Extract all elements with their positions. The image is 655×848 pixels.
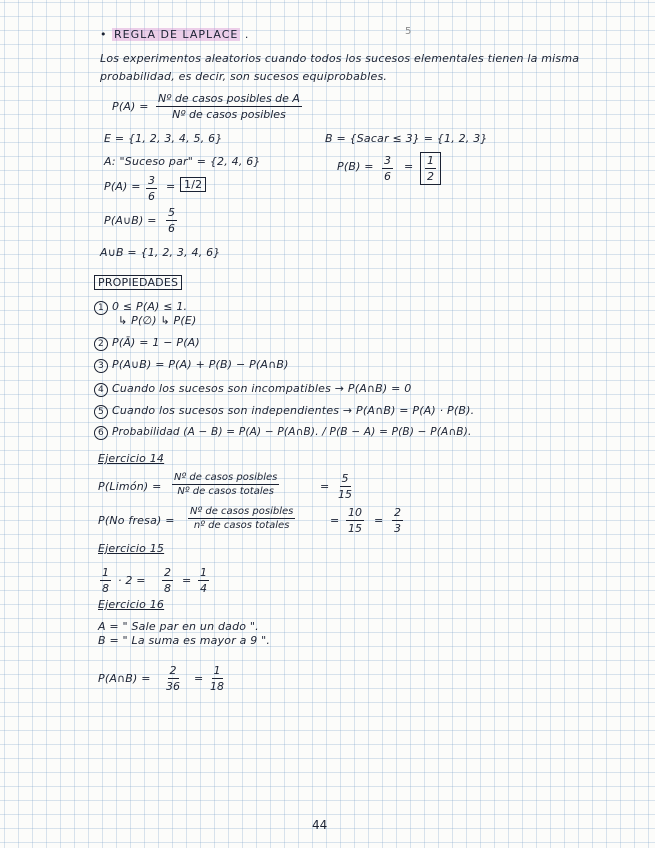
- intro-line-1: Los experimentos aleatorios cuando todos los sucesos elementales tienen la misma: [100, 52, 580, 65]
- prop-4: [94, 382, 411, 397]
- ex15-c-num: 1: [200, 566, 207, 579]
- ex14-r2-rnum: 10: [348, 506, 362, 519]
- prop-3-text: P(A∪B) = P(A) + P(B) − P(A∩B): [112, 358, 289, 371]
- prop-1-text: 0 ≤ P(A) ≤ 1.: [112, 300, 188, 313]
- laplace-fraction: [156, 92, 302, 121]
- pa-eq: =: [166, 180, 176, 193]
- ex16-num: 2: [169, 664, 177, 677]
- laplace-num: Nº de casos posibles de A: [158, 92, 300, 105]
- ex16-eq: =: [194, 672, 204, 685]
- pb-fraction: [382, 154, 393, 183]
- ex16-rnum: 1: [213, 664, 221, 677]
- ex14-r2-fnum: 2: [394, 506, 401, 519]
- pb-num: 3: [384, 154, 391, 167]
- pa-boxed: [180, 178, 206, 191]
- ex15-a-den: 8: [102, 582, 109, 595]
- ex16-line-a: A = " Sale par en un dado ".: [98, 620, 259, 633]
- ex15-frac-b: [162, 566, 173, 595]
- ex15-b-num: 2: [164, 566, 171, 579]
- aub-set: A∪B = {1, 2, 3, 4, 6}: [100, 246, 221, 259]
- ex14-r2-result: [346, 506, 364, 535]
- props-heading: [94, 276, 182, 289]
- ex16-lhs: P(A∩B) =: [98, 672, 151, 685]
- pb-box-num: 1: [427, 154, 434, 167]
- ex16-line-b: B = " La suma es mayor a 9 ".: [98, 634, 271, 647]
- page-title: • REGLA DE LAPLACE .: [100, 28, 250, 41]
- paub-num: 5: [168, 206, 175, 219]
- prop-3: [94, 358, 289, 373]
- ex16-den: 36: [166, 680, 180, 693]
- paub-fraction: [166, 206, 177, 235]
- ex14-heading: Ejercicio 14: [98, 452, 165, 465]
- paub-lhs: P(A∪B) =: [104, 214, 157, 227]
- ex14-r1-rnum: 5: [341, 472, 349, 485]
- ex15-b-den: 8: [164, 582, 171, 595]
- ex14-r2-fden: 3: [394, 522, 401, 535]
- event-b: B = {Sacar ≤ 3} = {1, 2, 3}: [325, 132, 488, 145]
- intro-line-2: probabilidad, es decir, son sucesos equiprobables.: [100, 70, 388, 83]
- laplace-lhs: P(A) =: [112, 100, 149, 113]
- ex14-r1-lhs: P(Limón) =: [98, 480, 162, 493]
- paub-den: 6: [168, 222, 175, 235]
- prop-6: [94, 426, 472, 440]
- ex14-r2-eq: =: [330, 514, 340, 527]
- props-heading-text: PROPIEDADES: [94, 275, 182, 290]
- pb-boxed-fraction: [420, 152, 441, 185]
- prop-3-number: 3: [94, 359, 108, 373]
- prop-5-text: Cuando los sucesos son independientes → P(A∩B) = P(A) · P(B).: [112, 404, 475, 417]
- pa-fraction: [146, 174, 157, 203]
- ex14-r2-fraction: [188, 506, 295, 531]
- pa-den: 6: [148, 190, 155, 203]
- ex14-r1-den: Nº de casos totales: [177, 486, 274, 497]
- ex15-heading: Ejercicio 15: [98, 542, 165, 555]
- ex14-r1-num: Nº de casos posibles: [174, 472, 278, 483]
- pb-box-den: 2: [427, 170, 434, 183]
- event-a: A: "Suceso par" = {2, 4, 6}: [104, 155, 261, 168]
- pb-lhs: P(B) =: [337, 160, 374, 173]
- corner-mark: 5: [405, 26, 412, 37]
- ex14-r2-final: [392, 506, 403, 535]
- prop-2-text: P(Ā) = 1 − P(A): [112, 336, 200, 349]
- ex14-r2-rden: 15: [348, 522, 362, 535]
- prop-5-number: 5: [94, 405, 108, 419]
- page-number: 44: [312, 818, 328, 832]
- prop-6-number: 6: [94, 426, 108, 440]
- ex14-r1-result: [338, 472, 352, 501]
- ex16-fraction: [166, 664, 180, 693]
- ex15-a-num: 1: [102, 566, 109, 579]
- ex16-heading: Ejercicio 16: [98, 598, 165, 611]
- ex14-r1-eq: =: [320, 480, 330, 493]
- prop-2: [94, 336, 200, 351]
- prop-5: [94, 404, 474, 419]
- laplace-den: Nº de casos posibles: [172, 108, 286, 121]
- ex14-r2-den: nº de casos totales: [193, 520, 290, 531]
- prop-4-number: 4: [94, 383, 108, 397]
- pb-den: 6: [384, 170, 391, 183]
- pa-boxed-value: 1/2: [180, 177, 206, 192]
- ex15-eq: =: [182, 574, 192, 587]
- ex14-r1-fraction: [172, 472, 279, 497]
- pa-num: 3: [148, 174, 155, 187]
- ex14-r2-lhs: P(No fresa) =: [98, 514, 175, 527]
- ex16-rden: 18: [210, 680, 224, 693]
- prop-4-text: Cuando los sucesos son incompatibles → P(A∩B) = 0: [112, 382, 412, 395]
- title-text: REGLA DE LAPLACE: [114, 28, 239, 41]
- ex15-frac-a: [100, 566, 111, 595]
- ex14-r2-num: Nº de casos posibles: [190, 506, 294, 517]
- ex15-mid: · 2 =: [118, 574, 146, 587]
- ex16-result: [210, 664, 224, 693]
- prop-1: [94, 300, 187, 315]
- ex14-r2-eq2: =: [374, 514, 384, 527]
- ex14-r1-rden: 15: [338, 488, 352, 501]
- prop-1-sub: ↳ P(∅) ↳ P(E): [118, 314, 197, 327]
- ex15-frac-c: [198, 566, 209, 595]
- ex15-c-den: 4: [200, 582, 207, 595]
- prop-1-number: 1: [94, 301, 108, 315]
- prop-2-number: 2: [94, 337, 108, 351]
- prop-6-text: Probabilidad (A − B) = P(A) − P(A∩B). / P(B − A) = P(B) − P(A∩B).: [112, 426, 472, 438]
- pa-lhs: P(A) =: [104, 180, 141, 193]
- sample-space: E = {1, 2, 3, 4, 5, 6}: [104, 132, 223, 145]
- pb-eq: =: [404, 160, 414, 173]
